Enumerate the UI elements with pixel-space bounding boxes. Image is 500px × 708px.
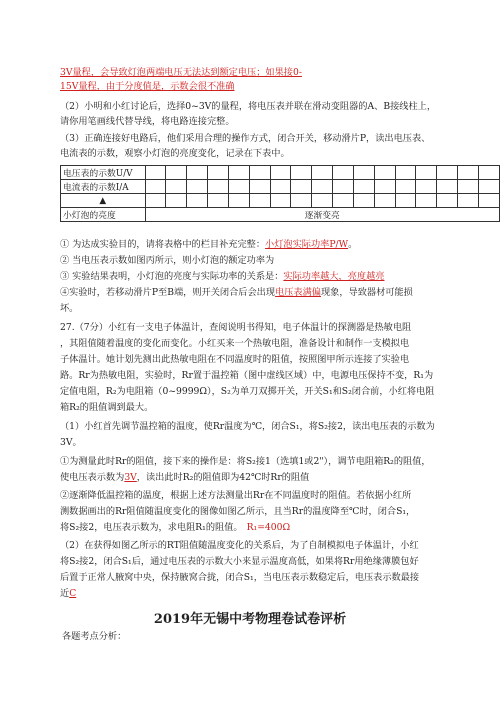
- section-subtitle: 各题考点分析：: [62, 631, 127, 642]
- q3-item-3-text: ③ 实验结果表明，小灯泡的亮度与实际功率的关系是：: [60, 271, 284, 282]
- answer-line-2: 15V量程，由于分度值是，示数会很不准确: [60, 81, 235, 92]
- q27-text: 近: [60, 588, 70, 599]
- q27-line: 路。Rr为热敏电阻，实验时，Rr置于温控箱（图中虚线区域）中，电源电压保持不变，R₁为: [60, 370, 434, 381]
- answer-line-1: 3V量程，会导致灯泡两端电压无法达到额定电压；如果接0-: [60, 67, 302, 78]
- q3-item-4-text: ④实验时，若移动滑片P至B端，则开关闭合后会出现: [60, 287, 276, 298]
- q27-line: （2）在获得如图乙所示的RT阻值随温度变化的关系后，为了自制模拟电子体温计，小红: [60, 540, 419, 551]
- table-row: [61, 166, 500, 180]
- table-row: [61, 194, 500, 208]
- q3-item-1-text: ① 为达成实验目的，请将表格中的栏目补充完整：: [60, 239, 266, 250]
- q27-line: [60, 471, 309, 484]
- q27-line: 后置于正常人腋窝中央，保持腋窝合拢，闭合S₁，当电压表示数稳定后，电压表示数最接: [60, 572, 420, 583]
- q27-line: [60, 521, 290, 534]
- table-cell-label: 电流表的示数I/A: [61, 180, 146, 194]
- q27-line: 3V。: [60, 437, 82, 448]
- q3-item-2: ② 当电压表示数如图丙所示，则小灯泡的额定功率为: [60, 255, 275, 266]
- table-cell-label: 电压表的示数U/V: [61, 166, 146, 180]
- q27-line: 箱R₂的阻值调到最大。: [60, 402, 154, 413]
- q3-item-1: [60, 238, 357, 251]
- q27-line: 测数据画出的Rr阻值随温度变化的图像如图乙所示，且当Rr的温度降至℃时，闭合S₁，: [60, 506, 416, 517]
- q27-answer-r1: R₁=400Ω: [246, 522, 291, 533]
- q3-item-3: [60, 270, 384, 283]
- q27-line: [60, 587, 76, 600]
- data-table: [60, 165, 500, 222]
- q27-line: 将S₂接2，闭合S₁后，通过电压表的示数大小来显示温度高低，如果将Rr用绝缘薄膜包好: [60, 556, 419, 567]
- q27-answer-c: C: [69, 588, 77, 599]
- q3-item-3-answer: 实际功率越大，亮度越亮: [283, 271, 385, 282]
- q3-text-line-2: 电流表的示数，观察小灯泡的亮度变化，记录在下表中。: [60, 148, 290, 159]
- q3-item-4-answer: 电压表满偏: [275, 287, 321, 298]
- q3-item-4-cont: 坏。: [60, 303, 79, 314]
- q27-line: 定值电阻，R₂为电阻箱（0~9999Ω），S₂为单刀双掷开关，开关S₁和S₂闭合前，小红将电阻: [60, 386, 435, 397]
- table-cell-arrow: ▲: [61, 194, 146, 208]
- q3-item-1-suffix: 。: [348, 239, 358, 250]
- table-row: [61, 180, 500, 194]
- q3-item-4: [60, 286, 413, 299]
- q27-answer-3v: 3V: [124, 472, 137, 483]
- table-row: [61, 208, 500, 222]
- q3-text-line-1: （3）正确连接好电路后，他们采用合理的操作方式，闭合开关，移动滑片P，读出电压表、: [60, 133, 431, 144]
- q27-line: ，其阻值随着温度的变化而变化。小红买来一个热敏电阻，准备设计和制作一支模拟电: [60, 338, 410, 349]
- table-cell-label: 小灯泡的亮度: [61, 208, 146, 222]
- q3-item-4-suffix: 现象，导致器材可能损: [321, 287, 413, 298]
- q27-text: 使电压表示数为: [60, 472, 125, 483]
- section-title: 2019年无锡中考物理卷试卷评析: [153, 612, 347, 627]
- table-cell-value: 逐渐变亮: [145, 208, 499, 222]
- q3-item-1-answer: 小灯泡实际功率P/W: [265, 239, 349, 250]
- q27-line: 27.（7分）小红有一支电子体温计，查阅说明书得知，电子体温计的探测器是热敏电阻: [60, 322, 412, 333]
- q2-text-line-2: 请你用笔画线代替导线，将电路连接完整。: [60, 116, 235, 127]
- q27-line: ①为测量此时Rr的阻值，接下来的操作是：将S₂接1（选填1或2"），调节电阻箱R₂的阻值，: [60, 456, 431, 467]
- q27-line: ②逐渐降低温控箱的温度，根据上述方法测量出Rr在不同温度时的阻值。若依据小红所: [60, 490, 412, 501]
- q2-text-line-1: （2）小明和小红讨论后，选择0~3V的量程，将电压表并联在滑动变阻器的A、B接线柱上，: [60, 101, 437, 112]
- q27-line: 子体温计。她计划先测出此热敏电阻在不同温度时的阻值，按照图甲所示连接了实验电: [60, 354, 410, 365]
- q27-line: （1）小红首先调节温控箱的温度，使Rr温度为℃，闭合S₁，将S₂接2，读出电压表的示数为: [60, 421, 435, 432]
- q27-text: 将S₂接2，电压表示数为，求电阻R₁的阻值。: [60, 522, 243, 533]
- q27-text: ，读出此时R₂的阻值即为42℃时Rr的阻值: [136, 472, 310, 483]
